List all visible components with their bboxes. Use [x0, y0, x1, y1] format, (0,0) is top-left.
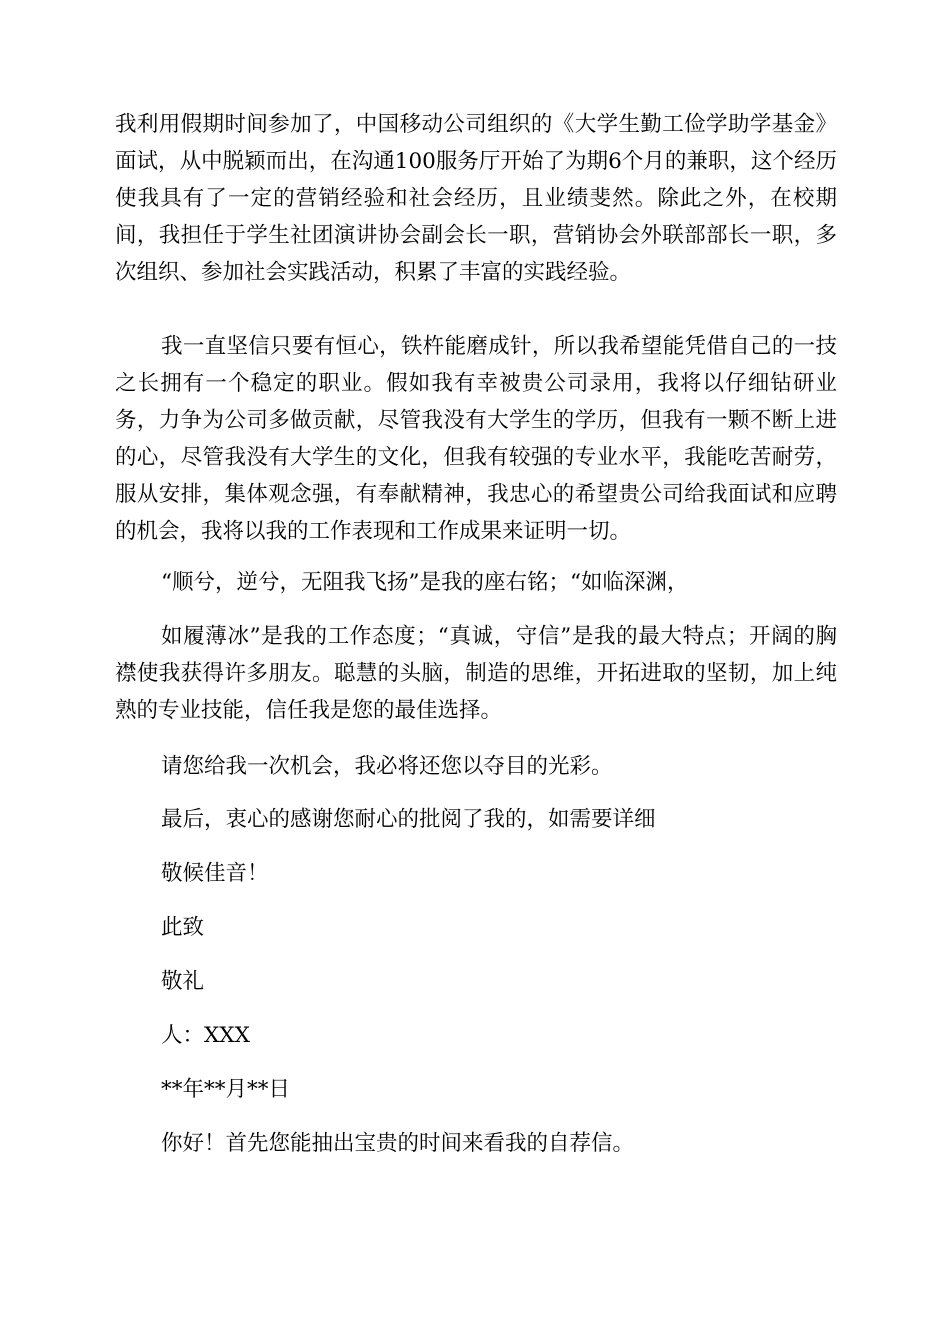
closing-thanks: 最后，衷心的感谢您耐心的批阅了我的，如需要详细 [161, 807, 656, 832]
paragraph-attitude [115, 618, 837, 729]
closing-request: 请您给我一次机会，我必将还您以夺目的光彩。 [161, 754, 613, 779]
paragraph-text: 如履薄冰”是我的工作态度；“真诚，守信”是我的最大特点；开阔的胸襟使我获得许多朋友。聪慧的头脑，制造的思维，开拓进取的坚韧，加上纯熟的专业技能，信任我是您的最佳选择。 [115, 624, 837, 723]
greeting-line: 你好！首先您能抽出宝贵的时间来看我的自荐信。 [161, 1131, 635, 1156]
paragraph-experience [115, 106, 837, 291]
paragraph-text: 我一直坚信只要有恒心，铁杵能磨成针，所以我希望能凭借自己的一技之长拥有一个稳定的职业。假如我有幸被贵公司录用，我将以仔细钻研业务，力争为公司多做贡献，尽管我没有大学生的学历，但我有一颗不断上进的心，尽管我没有大学生的文化，但我有较强的专业水平，我能吃苦耐劳，服从安排，集体观念强，有奉献精神，我忠心的希望贵公司给我面试和应聘的机会，我将以我的工作表现和工作成果来证明一切。 [115, 334, 837, 544]
closing-await: 敬候佳音！ [161, 861, 269, 886]
signature-date: **年**月**日 [161, 1077, 291, 1102]
signature-name: 人：XXX [161, 1023, 250, 1048]
paragraph-motto [115, 564, 837, 601]
closing-regards: 敬礼 [161, 969, 205, 994]
paragraph-aspiration [115, 328, 837, 550]
paragraph-text: “顺兮，逆兮，无阻我飞扬”是我的座右铭；“如临深渊， [161, 570, 689, 595]
paragraph-text: 我利用假期时间参加了，中国移动公司组织的《大学生勤工俭学助学基金》面试，从中脱颖而出，在沟通100服务厅开始了为期6个月的兼职，这个经历使我具有了一定的营销经验和社会经历，且业绩斐然。除此之外，在校期间，我担任于学生社团演讲协会副会长一职，营销协会外联部部长一职，多次组织、参加社会实践活动，积累了丰富的实践经验。 [115, 112, 837, 285]
closing-salutation: 此致 [161, 915, 205, 940]
